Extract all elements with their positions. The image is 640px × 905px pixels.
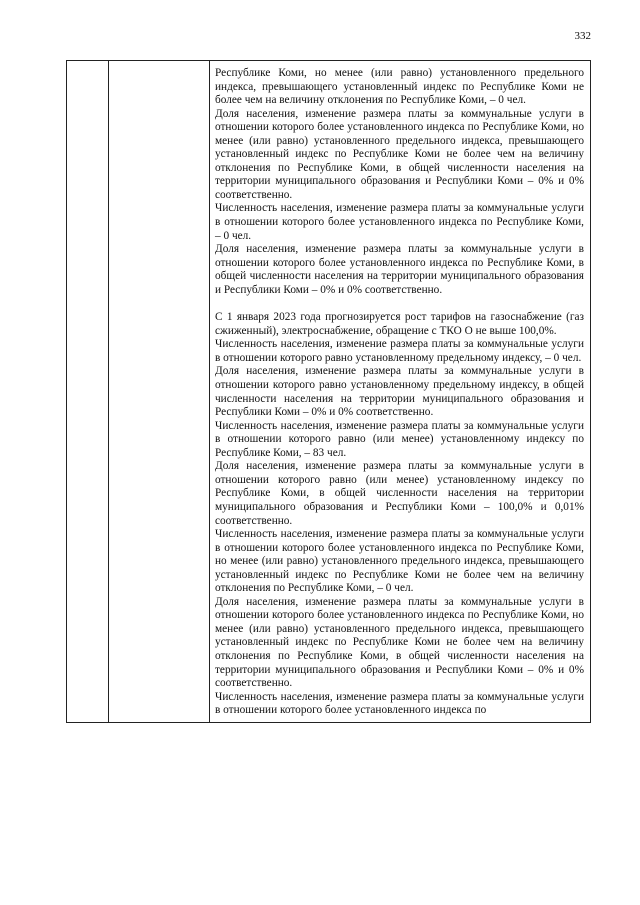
paragraph: Численность населения, изменение размера платы за коммунальные услуги в отношении которого более установленного индекса по Республике Коми, но менее (или равно) установленного предельного индекса, превышающего установленный индекс по Республике Коми не более чем на величину отклонения по Республике Коми, – 0 чел.: [215, 528, 584, 595]
document-table: [66, 60, 591, 723]
paragraph-spacer: [215, 297, 584, 311]
paragraph: Численность населения, изменение размера платы за коммунальные услуги в отношении которого равно установленному предельному индексу, – 0 чел.: [215, 338, 584, 364]
paragraph: Численность населения, изменение размера платы за коммунальные услуги в отношении которого более установленного индекса по: [215, 690, 584, 717]
paragraph: Доля населения, изменение размера платы за коммунальные услуги в отношении которого равно установленному предельному индексу, в общей численности населения на территории муниципального образования и Республики Коми – 0% и 0% соответственно.: [215, 365, 584, 419]
paragraph: С 1 января 2023 года прогнозируется рост тарифов на газоснабжение (газ сжиженный), электроснабжение, обращение с ТКО О не выше 100,0%.: [215, 311, 584, 337]
table-cell-empty-1: [67, 61, 109, 723]
paragraph: Республике Коми, но менее (или равно) установленного предельного индекса, превышающего установленный индекс по Республике Коми не более чем на величину отклонения по Республике Коми, – 0 чел.: [215, 67, 584, 107]
page-number: 332: [574, 30, 591, 42]
paragraph: Численность населения, изменение размера платы за коммунальные услуги в отношении которого более установленного индекса по Республике Коми, – 0 чел.: [215, 202, 584, 242]
table-row: [67, 61, 591, 723]
paragraph: Доля населения, изменение размера платы за коммунальные услуги в отношении которого равно (или менее) установленному индексу по Республике Коми, в общей численности населения на территории муниципального образования и Республики Коми – 100,0% и 0,01% соответственно.: [215, 460, 584, 527]
paragraph: Численность населения, изменение размера платы за коммунальные услуги в отношении которого равно (или менее) установленному индексу по Республике Коми, – 83 чел.: [215, 419, 584, 459]
table-cell-empty-2: [109, 61, 210, 723]
table-cell-text: [210, 61, 591, 723]
paragraph-spacer: [215, 718, 584, 720]
paragraph: Доля населения, изменение размера платы за коммунальные услуги в отношении которого более установленного индекса по Республике Коми, но менее (или равно) установленного предельного индекса, превышающего установленный индекс по Республике Коми не более чем на величину отклонения по Республике Коми, в общей численности населения на территории муниципального образования и Республики Коми – 0% и 0% соответственно.: [215, 595, 584, 690]
paragraph: Доля населения, изменение размера платы за коммунальные услуги в отношении которого более установленного индекса по Республике Коми, в общей численности населения на территории муниципального образования и Республики Коми – 0% и 0% соответственно.: [215, 243, 584, 296]
paragraph: Доля населения, изменение размера платы за коммунальные услуги в отношении которого более установленного индекса по Республике Коми, но менее (или равно) установленного предельного индекса, превышающего установленный индекс по Республике Коми не более чем на величину отклонения по Республике Коми, в общей численности населения на территории муниципального образования и Республики Коми – 0% и 0% соответственно.: [215, 107, 584, 201]
